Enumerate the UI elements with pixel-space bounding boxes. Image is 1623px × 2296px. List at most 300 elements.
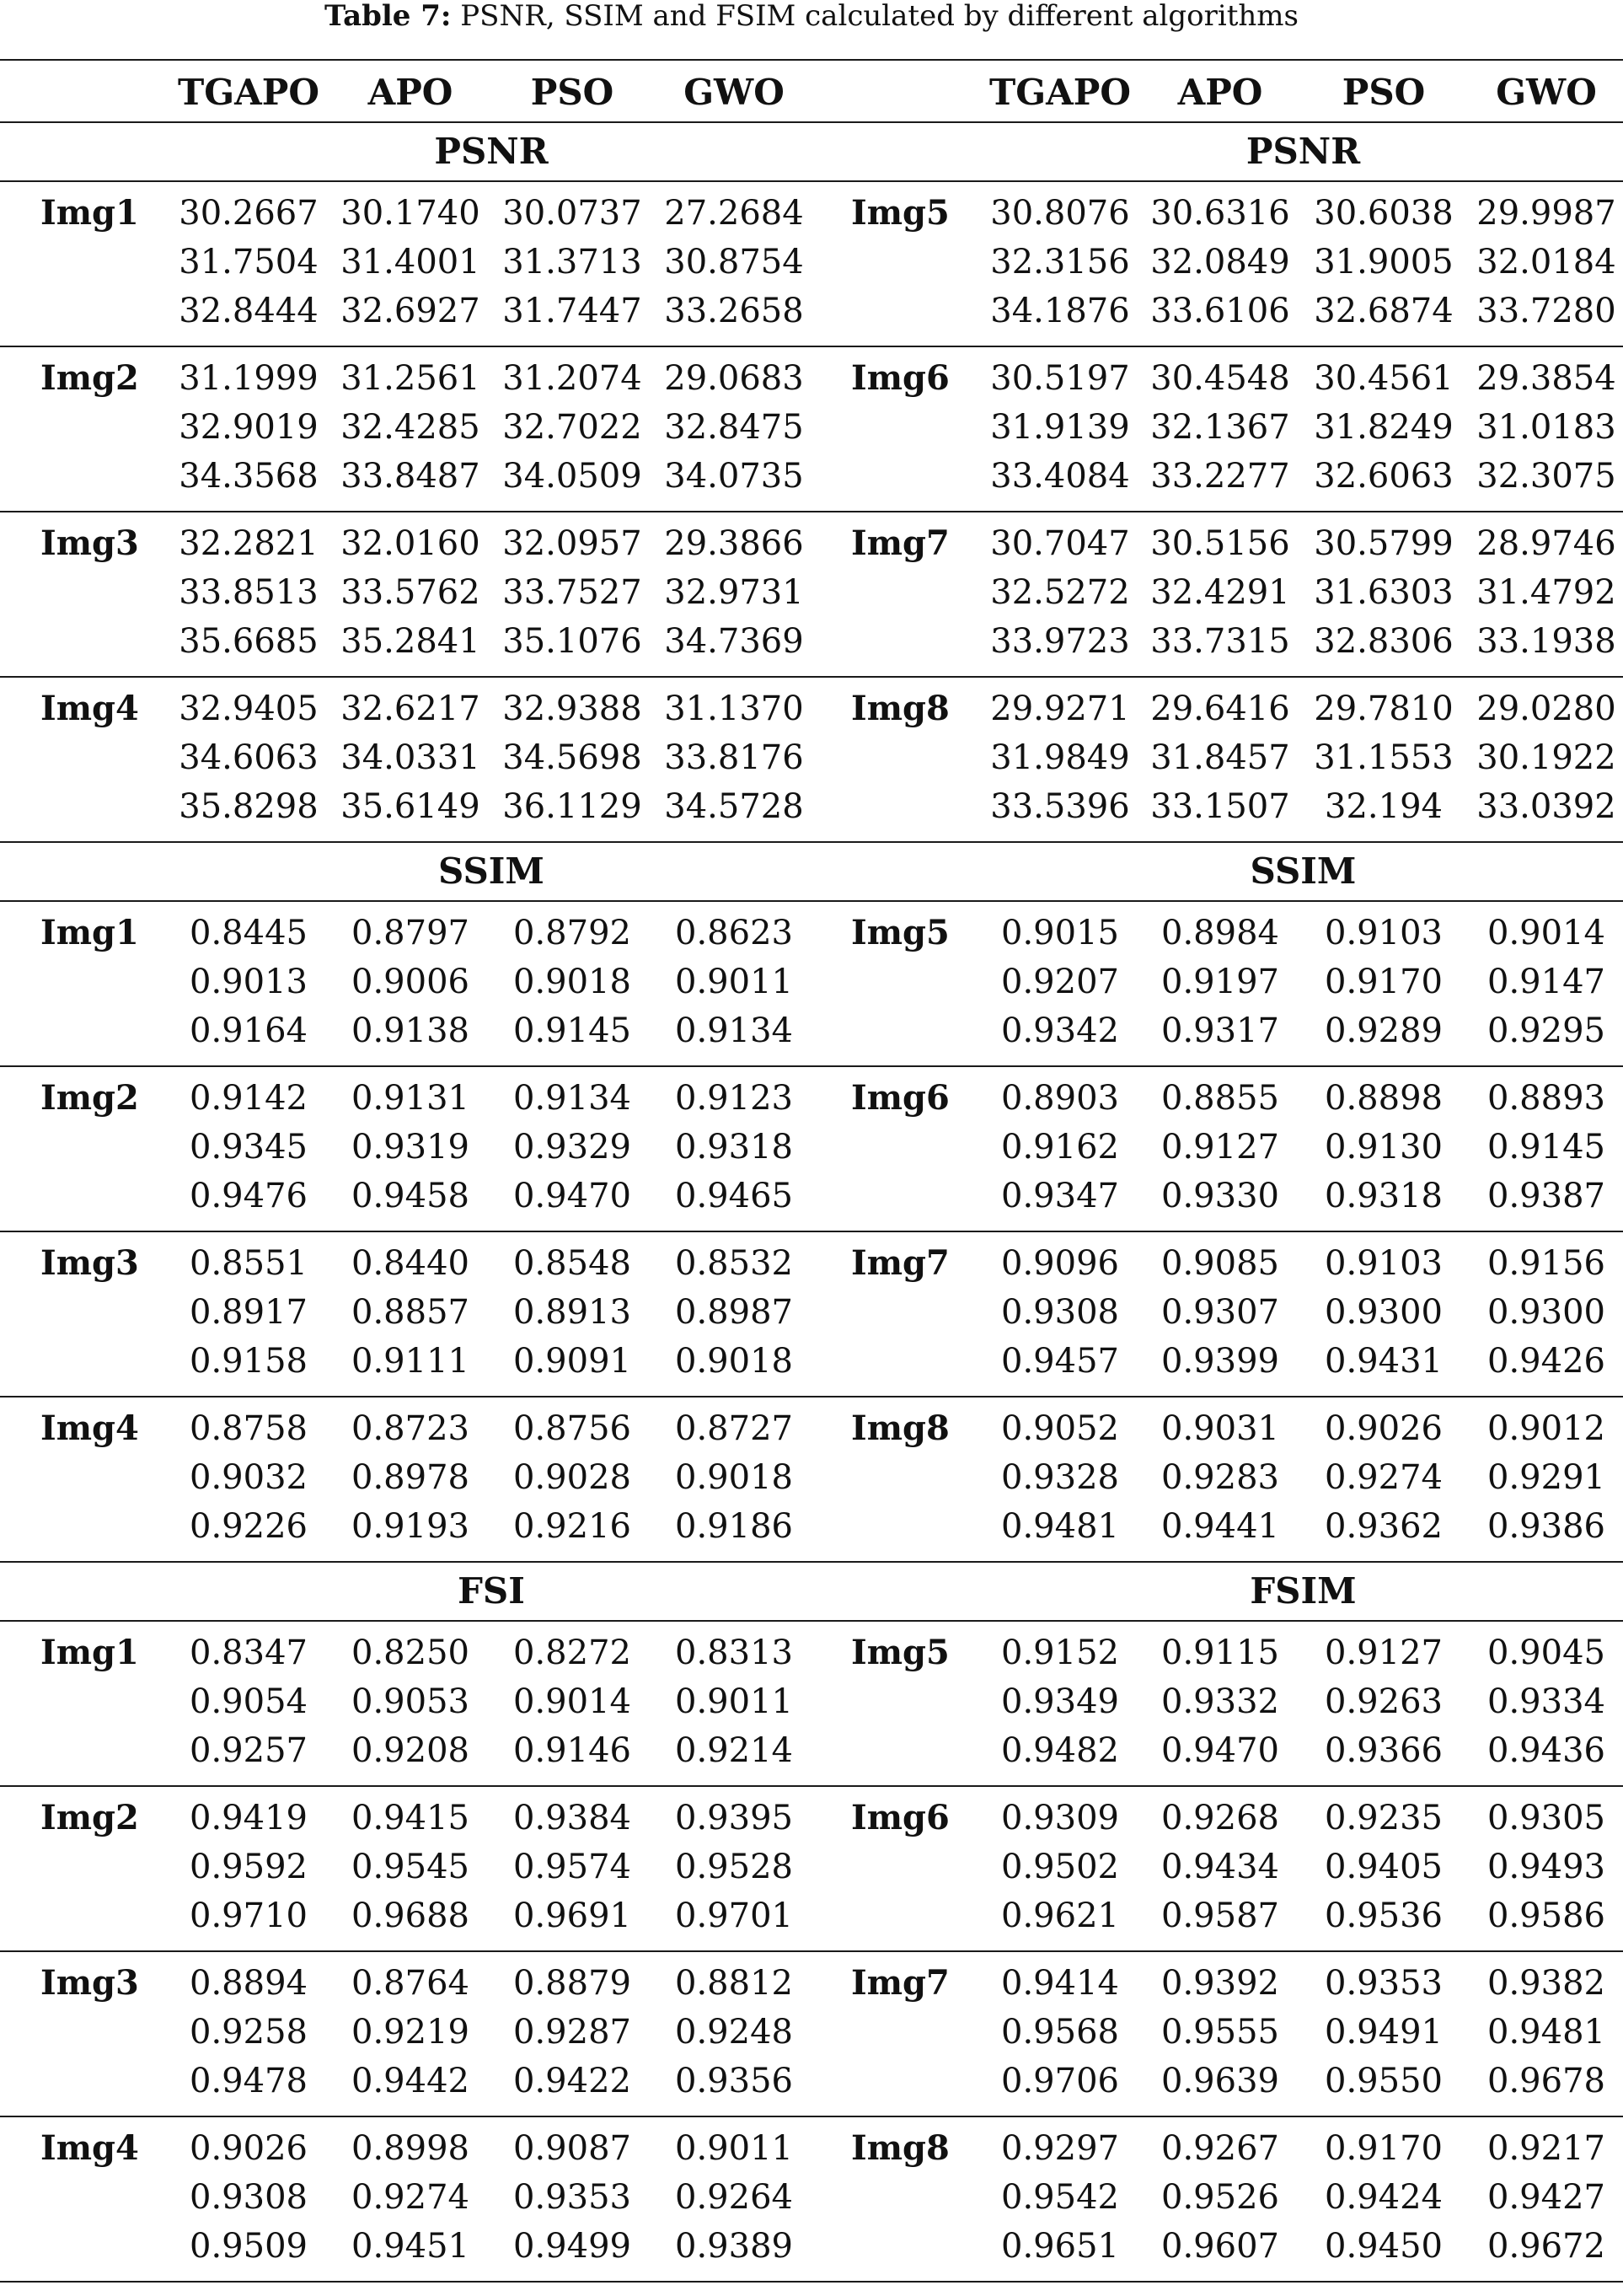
value-cell: 0.9493 xyxy=(1487,1848,1605,1886)
value-cell: 0.9146 xyxy=(513,1731,631,1770)
table-top-rule xyxy=(0,59,1623,61)
group-rule xyxy=(0,841,1623,843)
image-label-left: Img1 xyxy=(40,193,139,233)
value-cell: 0.9267 xyxy=(1161,2129,1279,2168)
value-cell: 0.8313 xyxy=(675,1633,793,1672)
value-cell: 0.9014 xyxy=(1487,914,1605,952)
value-cell: 0.9442 xyxy=(351,2062,469,2100)
image-label-left: Img2 xyxy=(40,1078,139,1118)
value-cell: 0.9258 xyxy=(190,2013,308,2052)
value-cell: 0.9264 xyxy=(675,2178,793,2217)
value-cell: 33.9723 xyxy=(990,622,1130,661)
value-cell: 0.9014 xyxy=(513,1682,631,1721)
value-cell: 0.9130 xyxy=(1325,1128,1443,1167)
value-cell: 0.9026 xyxy=(190,2129,308,2168)
value-cell: 31.7447 xyxy=(502,292,642,330)
value-cell: 31.1553 xyxy=(1314,738,1454,777)
value-cell: 30.6316 xyxy=(1150,194,1290,233)
value-cell: 32.2821 xyxy=(179,524,319,563)
value-cell: 0.8984 xyxy=(1161,914,1279,952)
value-cell: 0.8903 xyxy=(1001,1079,1119,1118)
metric-title-right: PSNR xyxy=(1245,131,1361,172)
value-cell: 0.9018 xyxy=(675,1342,793,1381)
value-cell: 0.9318 xyxy=(1325,1177,1443,1215)
value-cell: 0.8548 xyxy=(513,1244,631,1283)
column-header-left: GWO xyxy=(683,72,785,113)
value-cell: 0.9431 xyxy=(1325,1342,1443,1381)
column-header-left: APO xyxy=(367,72,453,113)
value-cell: 0.8913 xyxy=(513,1293,631,1332)
column-header-left: TGAPO xyxy=(178,72,319,113)
value-cell: 29.0683 xyxy=(664,359,804,398)
image-label-right: Img6 xyxy=(851,1078,950,1118)
metric-rule xyxy=(0,1620,1623,1622)
value-cell: 0.9318 xyxy=(675,1128,793,1167)
value-cell: 33.0392 xyxy=(1476,787,1616,826)
value-cell: 0.9131 xyxy=(351,1079,469,1118)
value-cell: 0.9085 xyxy=(1161,1244,1279,1283)
value-cell: 0.9291 xyxy=(1487,1458,1605,1497)
value-cell: 0.8445 xyxy=(190,914,308,952)
value-cell: 34.6063 xyxy=(179,738,319,777)
value-cell: 31.6303 xyxy=(1314,573,1454,612)
value-cell: 0.9465 xyxy=(675,1177,793,1215)
image-label-right: Img7 xyxy=(851,1243,950,1283)
image-label-right: Img8 xyxy=(851,2128,950,2168)
value-cell: 0.9138 xyxy=(351,1011,469,1050)
value-cell: 33.7315 xyxy=(1150,622,1290,661)
value-cell: 0.9013 xyxy=(190,963,308,1001)
value-cell: 0.9342 xyxy=(1001,1011,1119,1050)
value-cell: 0.9011 xyxy=(675,963,793,1001)
image-label-left: Img3 xyxy=(40,523,139,563)
value-cell: 0.9345 xyxy=(190,1128,308,1167)
image-label-left: Img2 xyxy=(40,1798,139,1837)
value-cell: 33.1507 xyxy=(1150,787,1290,826)
column-header-right: GWO xyxy=(1496,72,1597,113)
value-cell: 0.9587 xyxy=(1161,1896,1279,1935)
value-cell: 0.9710 xyxy=(190,1896,308,1935)
group-rule xyxy=(0,1950,1623,1952)
value-cell: 0.9012 xyxy=(1487,1409,1605,1448)
value-cell: 33.1938 xyxy=(1476,622,1616,661)
value-cell: 30.1922 xyxy=(1476,738,1616,777)
image-label-right: Img5 xyxy=(851,1633,950,1672)
value-cell: 33.7527 xyxy=(502,573,642,612)
value-cell: 32.9019 xyxy=(179,408,319,447)
value-cell: 0.9283 xyxy=(1161,1458,1279,1497)
image-label-left: Img4 xyxy=(40,1408,139,1448)
value-cell: 0.8723 xyxy=(351,1409,469,1448)
value-cell: 0.9386 xyxy=(1487,1507,1605,1546)
value-cell: 0.9688 xyxy=(351,1896,469,1935)
value-cell: 32.0160 xyxy=(340,524,480,563)
value-cell: 32.5272 xyxy=(990,573,1130,612)
value-cell: 0.9309 xyxy=(1001,1799,1119,1837)
value-cell: 0.9287 xyxy=(513,2013,631,2052)
value-cell: 0.9639 xyxy=(1161,2062,1279,2100)
value-cell: 32.3075 xyxy=(1476,457,1616,496)
value-cell: 0.9006 xyxy=(351,963,469,1001)
value-cell: 0.8551 xyxy=(190,1244,308,1283)
value-cell: 0.9317 xyxy=(1161,1011,1279,1050)
value-cell: 32.7022 xyxy=(502,408,642,447)
value-cell: 0.9115 xyxy=(1161,1633,1279,1672)
header-rule xyxy=(0,121,1623,123)
value-cell: 0.9186 xyxy=(675,1507,793,1546)
value-cell: 0.9257 xyxy=(190,1731,308,1770)
value-cell: 0.8727 xyxy=(675,1409,793,1448)
value-cell: 0.9555 xyxy=(1161,2013,1279,2052)
value-cell: 0.9026 xyxy=(1325,1409,1443,1448)
value-cell: 32.6217 xyxy=(340,689,480,728)
value-cell: 0.8623 xyxy=(675,914,793,952)
value-cell: 0.9491 xyxy=(1325,2013,1443,2052)
metric-title-right: FSIM xyxy=(1250,1570,1357,1612)
value-cell: 32.4291 xyxy=(1150,573,1290,612)
value-cell: 32.194 xyxy=(1325,787,1443,826)
value-cell: 34.3568 xyxy=(179,457,319,496)
value-cell: 0.9307 xyxy=(1161,1293,1279,1332)
value-cell: 0.9217 xyxy=(1487,2129,1605,2168)
metric-title-left: PSNR xyxy=(434,131,549,172)
image-label-left: Img1 xyxy=(40,1633,139,1672)
value-cell: 30.7047 xyxy=(990,524,1130,563)
value-cell: 0.9289 xyxy=(1325,1011,1443,1050)
value-cell: 0.9366 xyxy=(1325,1731,1443,1770)
value-cell: 0.9426 xyxy=(1487,1342,1605,1381)
value-cell: 0.9193 xyxy=(351,1507,469,1546)
value-cell: 0.9274 xyxy=(1325,1458,1443,1497)
value-cell: 0.9219 xyxy=(351,2013,469,2052)
value-cell: 0.9032 xyxy=(190,1458,308,1497)
value-cell: 34.7369 xyxy=(664,622,804,661)
value-cell: 32.9388 xyxy=(502,689,642,728)
value-cell: 29.9271 xyxy=(990,689,1130,728)
value-cell: 0.9214 xyxy=(675,1731,793,1770)
value-cell: 0.9297 xyxy=(1001,2129,1119,2168)
value-cell: 0.8347 xyxy=(190,1633,308,1672)
value-cell: 34.5698 xyxy=(502,738,642,777)
value-cell: 0.9274 xyxy=(351,2178,469,2217)
value-cell: 31.2074 xyxy=(502,359,642,398)
value-cell: 32.8306 xyxy=(1314,622,1454,661)
value-cell: 30.5197 xyxy=(990,359,1130,398)
table-caption xyxy=(0,0,1623,32)
group-rule xyxy=(0,2116,1623,2117)
value-cell: 0.9053 xyxy=(351,1682,469,1721)
value-cell: 34.1876 xyxy=(990,292,1130,330)
value-cell: 0.9031 xyxy=(1161,1409,1279,1448)
value-cell: 0.9478 xyxy=(190,2062,308,2100)
value-cell: 0.9470 xyxy=(513,1177,631,1215)
value-cell: 0.9349 xyxy=(1001,1682,1119,1721)
value-cell: 31.8457 xyxy=(1150,738,1290,777)
image-label-right: Img7 xyxy=(851,1963,950,2003)
column-header-right: APO xyxy=(1177,72,1263,113)
value-cell: 0.9526 xyxy=(1161,2178,1279,2217)
value-cell: 0.9152 xyxy=(1001,1633,1119,1672)
value-cell: 0.9268 xyxy=(1161,1799,1279,1837)
value-cell: 34.0735 xyxy=(664,457,804,496)
value-cell: 31.1370 xyxy=(664,689,804,728)
value-cell: 35.1076 xyxy=(502,622,642,661)
value-cell: 0.9509 xyxy=(190,2227,308,2266)
value-cell: 0.8272 xyxy=(513,1633,631,1672)
value-cell: 0.9164 xyxy=(190,1011,308,1050)
value-cell: 0.9470 xyxy=(1161,1731,1279,1770)
value-cell: 0.9147 xyxy=(1487,963,1605,1001)
value-cell: 0.8879 xyxy=(513,1964,631,2003)
value-cell: 0.9142 xyxy=(190,1079,308,1118)
metric-rule xyxy=(0,180,1623,182)
value-cell: 0.9574 xyxy=(513,1848,631,1886)
image-label-left: Img3 xyxy=(40,1243,139,1283)
group-rule xyxy=(0,1561,1623,1563)
value-cell: 0.9308 xyxy=(1001,1293,1119,1332)
value-cell: 0.9678 xyxy=(1487,2062,1605,2100)
value-cell: 0.9329 xyxy=(513,1128,631,1167)
group-rule xyxy=(0,676,1623,678)
value-cell: 30.4561 xyxy=(1314,359,1454,398)
value-cell: 0.9334 xyxy=(1487,1682,1605,1721)
value-cell: 0.9405 xyxy=(1325,1848,1443,1886)
value-cell: 31.4001 xyxy=(340,243,480,282)
value-cell: 0.9607 xyxy=(1161,2227,1279,2266)
value-cell: 0.9458 xyxy=(351,1177,469,1215)
value-cell: 0.9382 xyxy=(1487,1964,1605,2003)
value-cell: 0.8894 xyxy=(190,1964,308,2003)
table-caption-label: Table 7: xyxy=(324,0,452,33)
image-label-right: Img6 xyxy=(851,358,950,398)
value-cell: 35.8298 xyxy=(179,787,319,826)
value-cell: 29.7810 xyxy=(1314,689,1454,728)
value-cell: 31.8249 xyxy=(1314,408,1454,447)
value-cell: 0.8978 xyxy=(351,1458,469,1497)
value-cell: 30.5799 xyxy=(1314,524,1454,563)
value-cell: 32.9731 xyxy=(664,573,804,612)
metric-rule xyxy=(0,900,1623,902)
value-cell: 0.9015 xyxy=(1001,914,1119,952)
value-cell: 33.6106 xyxy=(1150,292,1290,330)
value-cell: 0.9091 xyxy=(513,1342,631,1381)
group-rule xyxy=(0,1785,1623,1787)
value-cell: 0.9300 xyxy=(1487,1293,1605,1332)
value-cell: 31.9139 xyxy=(990,408,1130,447)
value-cell: 32.6927 xyxy=(340,292,480,330)
value-cell: 32.6063 xyxy=(1314,457,1454,496)
table-bottom-rule xyxy=(0,2281,1623,2283)
value-cell: 33.8176 xyxy=(664,738,804,777)
value-cell: 35.6149 xyxy=(340,787,480,826)
value-cell: 32.8475 xyxy=(664,408,804,447)
value-cell: 31.9849 xyxy=(990,738,1130,777)
value-cell: 0.9300 xyxy=(1325,1293,1443,1332)
value-cell: 0.9235 xyxy=(1325,1799,1443,1837)
value-cell: 0.9328 xyxy=(1001,1458,1119,1497)
value-cell: 0.9427 xyxy=(1487,2178,1605,2217)
value-cell: 0.9197 xyxy=(1161,963,1279,1001)
value-cell: 29.9987 xyxy=(1476,194,1616,233)
value-cell: 33.2277 xyxy=(1150,457,1290,496)
value-cell: 0.9457 xyxy=(1001,1342,1119,1381)
value-cell: 31.2561 xyxy=(340,359,480,398)
image-label-right: Img8 xyxy=(851,1408,950,1448)
value-cell: 0.9319 xyxy=(351,1128,469,1167)
value-cell: 32.8444 xyxy=(179,292,319,330)
value-cell: 30.2667 xyxy=(179,194,319,233)
column-header-right: TGAPO xyxy=(989,72,1131,113)
value-cell: 31.1999 xyxy=(179,359,319,398)
value-cell: 33.7280 xyxy=(1476,292,1616,330)
value-cell: 0.9395 xyxy=(675,1799,793,1837)
value-cell: 0.9103 xyxy=(1325,914,1443,952)
value-cell: 29.0280 xyxy=(1476,689,1616,728)
value-cell: 0.8764 xyxy=(351,1964,469,2003)
value-cell: 32.4285 xyxy=(340,408,480,447)
value-cell: 0.9353 xyxy=(513,2178,631,2217)
value-cell: 29.3854 xyxy=(1476,359,1616,398)
group-rule xyxy=(0,346,1623,347)
value-cell: 0.8797 xyxy=(351,914,469,952)
value-cell: 0.9481 xyxy=(1001,1507,1119,1546)
value-cell: 0.9499 xyxy=(513,2227,631,2266)
value-cell: 0.9424 xyxy=(1325,2178,1443,2217)
value-cell: 0.9482 xyxy=(1001,1731,1119,1770)
value-cell: 0.9436 xyxy=(1487,1731,1605,1770)
value-cell: 0.9158 xyxy=(190,1342,308,1381)
value-cell: 0.9096 xyxy=(1001,1244,1119,1283)
value-cell: 0.9362 xyxy=(1325,1507,1443,1546)
value-cell: 30.8076 xyxy=(990,194,1130,233)
value-cell: 0.8792 xyxy=(513,914,631,952)
value-cell: 0.9045 xyxy=(1487,1633,1605,1672)
value-cell: 0.9706 xyxy=(1001,2062,1119,2100)
value-cell: 0.9054 xyxy=(190,1682,308,1721)
value-cell: 0.9476 xyxy=(190,1177,308,1215)
value-cell: 0.9384 xyxy=(513,1799,631,1837)
value-cell: 0.9414 xyxy=(1001,1964,1119,2003)
value-cell: 0.9392 xyxy=(1161,1964,1279,2003)
value-cell: 0.8532 xyxy=(675,1244,793,1283)
value-cell: 0.9052 xyxy=(1001,1409,1119,1448)
image-label-left: Img1 xyxy=(40,913,139,952)
value-cell: 0.8812 xyxy=(675,1964,793,2003)
value-cell: 0.9103 xyxy=(1325,1244,1443,1283)
image-label-right: Img5 xyxy=(851,913,950,952)
value-cell: 0.9481 xyxy=(1487,2013,1605,2052)
value-cell: 0.8855 xyxy=(1161,1079,1279,1118)
value-cell: 0.9216 xyxy=(513,1507,631,1546)
value-cell: 0.9134 xyxy=(675,1011,793,1050)
column-header-left: PSO xyxy=(530,72,614,113)
value-cell: 32.9405 xyxy=(179,689,319,728)
value-cell: 0.9145 xyxy=(513,1011,631,1050)
value-cell: 0.9536 xyxy=(1325,1896,1443,1935)
image-label-right: Img8 xyxy=(851,689,950,728)
value-cell: 32.6874 xyxy=(1314,292,1454,330)
value-cell: 0.9330 xyxy=(1161,1177,1279,1215)
value-cell: 0.8857 xyxy=(351,1293,469,1332)
value-cell: 0.9542 xyxy=(1001,2178,1119,2217)
value-cell: 31.7504 xyxy=(179,243,319,282)
group-rule xyxy=(0,1396,1623,1397)
value-cell: 0.9156 xyxy=(1487,1244,1605,1283)
value-cell: 0.9170 xyxy=(1325,963,1443,1001)
value-cell: 33.5762 xyxy=(340,573,480,612)
value-cell: 0.9353 xyxy=(1325,1964,1443,2003)
value-cell: 0.9226 xyxy=(190,1507,308,1546)
value-cell: 0.8998 xyxy=(351,2129,469,2168)
value-cell: 0.9170 xyxy=(1325,2129,1443,2168)
value-cell: 31.3713 xyxy=(502,243,642,282)
group-rule xyxy=(0,1065,1623,1067)
value-cell: 0.9592 xyxy=(190,1848,308,1886)
column-header-right: PSO xyxy=(1342,72,1426,113)
value-cell: 0.9419 xyxy=(190,1799,308,1837)
value-cell: 32.0184 xyxy=(1476,243,1616,282)
value-cell: 36.1129 xyxy=(502,787,642,826)
value-cell: 29.6416 xyxy=(1150,689,1290,728)
value-cell: 0.9399 xyxy=(1161,1342,1279,1381)
value-cell: 32.0849 xyxy=(1150,243,1290,282)
value-cell: 0.9568 xyxy=(1001,2013,1119,2052)
value-cell: 0.9208 xyxy=(351,1731,469,1770)
value-cell: 33.8513 xyxy=(179,573,319,612)
value-cell: 0.9528 xyxy=(675,1848,793,1886)
value-cell: 0.8987 xyxy=(675,1293,793,1332)
value-cell: 0.9305 xyxy=(1487,1799,1605,1837)
value-cell: 31.0183 xyxy=(1476,408,1616,447)
value-cell: 0.9502 xyxy=(1001,1848,1119,1886)
value-cell: 0.9450 xyxy=(1325,2227,1443,2266)
value-cell: 30.6038 xyxy=(1314,194,1454,233)
value-cell: 0.8898 xyxy=(1325,1079,1443,1118)
value-cell: 0.9123 xyxy=(675,1079,793,1118)
value-cell: 0.8758 xyxy=(190,1409,308,1448)
value-cell: 0.9011 xyxy=(675,2129,793,2168)
table-caption-text: PSNR, SSIM and FSIM calculated by different algorithms xyxy=(460,0,1299,33)
value-cell: 0.9356 xyxy=(675,2062,793,2100)
value-cell: 0.9127 xyxy=(1325,1633,1443,1672)
image-label-right: Img5 xyxy=(851,193,950,233)
metric-title-left: FSI xyxy=(458,1570,525,1612)
value-cell: 0.9651 xyxy=(1001,2227,1119,2266)
image-label-left: Img4 xyxy=(40,689,139,728)
value-cell: 0.9550 xyxy=(1325,2062,1443,2100)
value-cell: 0.9415 xyxy=(351,1799,469,1837)
group-rule xyxy=(0,511,1623,512)
value-cell: 0.9672 xyxy=(1487,2227,1605,2266)
metric-title-right: SSIM xyxy=(1250,850,1357,892)
image-label-left: Img4 xyxy=(40,2128,139,2168)
value-cell: 27.2684 xyxy=(664,194,804,233)
value-cell: 29.3866 xyxy=(664,524,804,563)
value-cell: 0.9145 xyxy=(1487,1128,1605,1167)
value-cell: 31.4792 xyxy=(1476,573,1616,612)
value-cell: 0.9248 xyxy=(675,2013,793,2052)
value-cell: 0.8250 xyxy=(351,1633,469,1672)
value-cell: 0.8756 xyxy=(513,1409,631,1448)
value-cell: 0.9134 xyxy=(513,1079,631,1118)
value-cell: 0.9621 xyxy=(1001,1896,1119,1935)
value-cell: 0.9308 xyxy=(190,2178,308,2217)
value-cell: 0.9018 xyxy=(513,963,631,1001)
image-label-left: Img3 xyxy=(40,1963,139,2003)
value-cell: 34.0509 xyxy=(502,457,642,496)
value-cell: 0.9162 xyxy=(1001,1128,1119,1167)
value-cell: 0.9028 xyxy=(513,1458,631,1497)
